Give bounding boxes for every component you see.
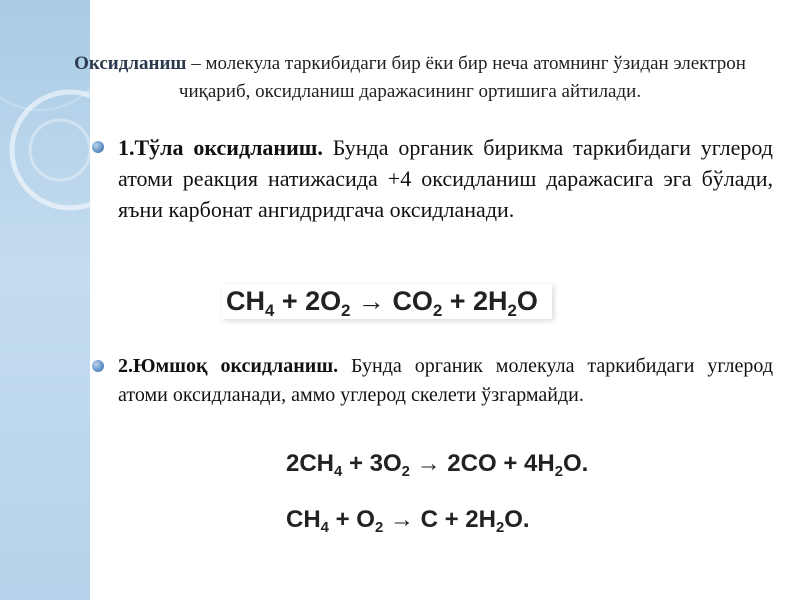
list-item-mild-oxidation	[118, 352, 773, 410]
item-text: Бунда органик молекула таркибидаги углерод атоми оксидланади, аммо углерод скелети ўзгармайди.	[118, 355, 774, 406]
equation-mild-oxidation-c: $CH_4 + O_2 \to C + 2H_2O$.	[286, 506, 530, 537]
item-title: 1.Тўла оксидланиш.	[118, 135, 323, 160]
item-text: Бунда органик бирикма таркибидаги углерод атоми реакция натижасида +4 оксидланиш даражасига эга бўлади, яъни карбонат ангидридгача оксидланади.	[118, 135, 773, 222]
intro-paragraph	[40, 50, 780, 106]
intro-text: – молекула таркибидаги бир ёки бир неча атомнинг ўзидан электрон чиқариб, оксидланиш даражасининг ортишига айтилади.	[178, 53, 746, 102]
equation-mild-oxidation-co: $2CH_4 + 3O_2 \to 2CO + 4H_2O$.	[286, 450, 589, 481]
bullet-icon	[92, 360, 104, 372]
bullet-icon	[92, 141, 104, 153]
item-title: 2.Юмшоқ оксидланиш.	[118, 355, 339, 377]
list-item-full-oxidation	[118, 132, 773, 225]
intro-term: Оксидланиш	[74, 53, 187, 74]
equation-full-oxidation: $CH_4 + 2O_2 \to CO_2 + 2H_2O$	[222, 284, 552, 319]
